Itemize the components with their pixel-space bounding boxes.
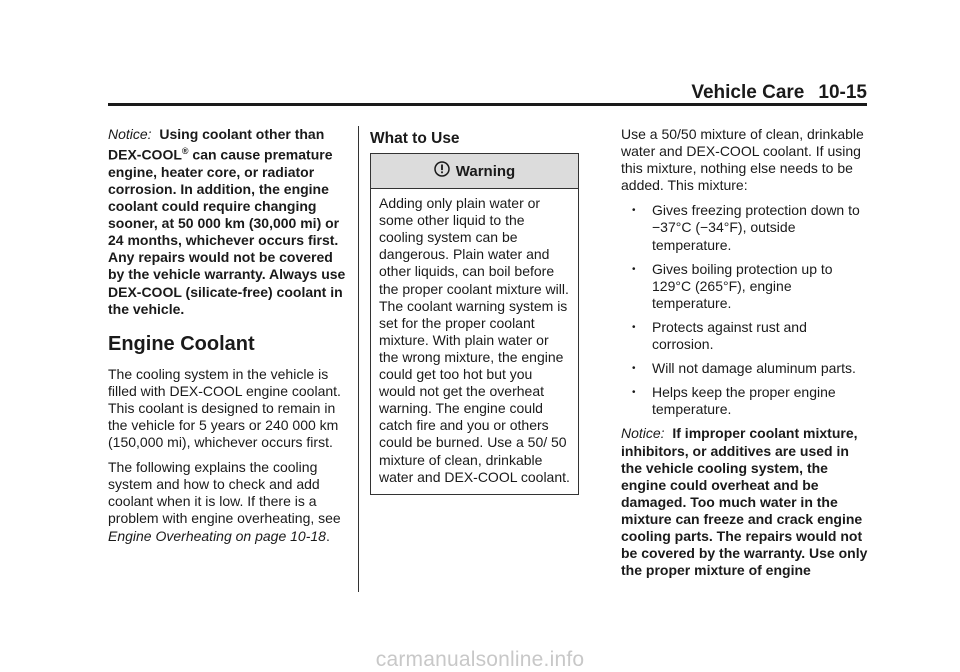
warning-title: Warning: [455, 162, 516, 180]
notice-label-2: Notice:: [621, 425, 665, 442]
notice-paragraph: [108, 126, 348, 318]
column-middle: [370, 126, 582, 495]
section-title: Vehicle Care: [691, 82, 805, 103]
section-heading-engine-coolant: Engine Coolant: [108, 332, 255, 355]
warning-box: [370, 153, 579, 495]
list-item: • Gives boiling protection up to 129°C (265°F), engine temperature.: [632, 260, 833, 311]
bullet-icon: •: [632, 321, 636, 333]
header-rule: [108, 103, 867, 106]
list-item: • Will not damage aluminum parts.: [632, 360, 856, 377]
bullet-icon: •: [632, 205, 636, 217]
page-number: 10-15: [818, 82, 867, 103]
coolant-paragraph-1: The cooling system in the vehicle is filled with DEX-COOL engine coolant. This coolant is designed to remain in the vehicle for 5 years or 240 000 km (150,000 mi), whichever occurs first.: [108, 365, 341, 451]
bullet-icon: •: [632, 363, 636, 375]
coolant-paragraph-2-text: The following explains the cooling system and how to check and add coolant when it is low. If there is a problem with engine overheating, see: [108, 459, 341, 527]
what-to-use-heading: What to Use: [370, 130, 460, 147]
coolant-paragraph-2: [108, 459, 348, 544]
notice-text-2: If improper coolant mixture, inhibitors, or additives are used in the vehicle cooling system, the engine could overheat and be damaged. Too much water in the mixture can freeze and crack engine cooling parts. The repairs would not be covered by the warranty. Use only the proper mixture of engine: [621, 425, 868, 579]
bullet-icon: •: [632, 263, 636, 275]
registered-mark: ®: [181, 146, 189, 157]
coolant-paragraph-2-end: .: [325, 527, 330, 544]
warning-body: Adding only plain water or some other liquid to the cooling system can be dangerous. Plain water and other liquids, can boil before the proper coolant mixture will. The coolant warning system is set for the proper coolant mixture. With plain water or the wrong mixture, the engine could get too hot but you would not get the overheat warning. The engine could catch fire and you or others could be burned. Use a 50/ 50 mixture of clean, drinkable water and DEX-COOL coolant.: [379, 195, 570, 485]
engine-overheating-link[interactable]: Engine Overheating on page 10-18: [108, 527, 326, 544]
mixture-intro: Use a 50/50 mixture of clean, drinkable water and DEX-COOL coolant. If using this mixture, nothing else needs to be added. This mixture:: [621, 126, 864, 194]
watermark: carmanualsonline.info: [375, 648, 585, 671]
column-right: [621, 126, 871, 587]
list-item: • Gives freezing protection down to −37°C (−34°F), outside temperature.: [632, 202, 860, 253]
bullet-icon: •: [632, 387, 636, 399]
list-item: • Helps keep the proper engine temperature.: [632, 384, 836, 418]
page-header: [691, 82, 867, 104]
notice-label: Notice:: [108, 126, 152, 142]
list-item: • Protects against rust and corrosion.: [632, 318, 807, 353]
warning-icon: [434, 161, 450, 181]
column-left: [108, 126, 348, 553]
notice-text-a: Using coolant other than DEX-COOL: [108, 126, 325, 163]
notice-paragraph-2: [621, 425, 871, 579]
column-divider: [358, 126, 359, 592]
notice-text-b: can cause premature engine, heater core, or radiator corrosion. In addition, the engine coolant could require changing sooner, at 50 000 km (30,000 mi) or 24 months, whichever occurs first. Any repairs would not be covered by the vehicle warranty. Always use DEX-COOL (silicate-free) coolant in the vehicle.: [108, 146, 346, 317]
warning-header: [371, 154, 578, 189]
mixture-benefits-list: [621, 202, 871, 418]
